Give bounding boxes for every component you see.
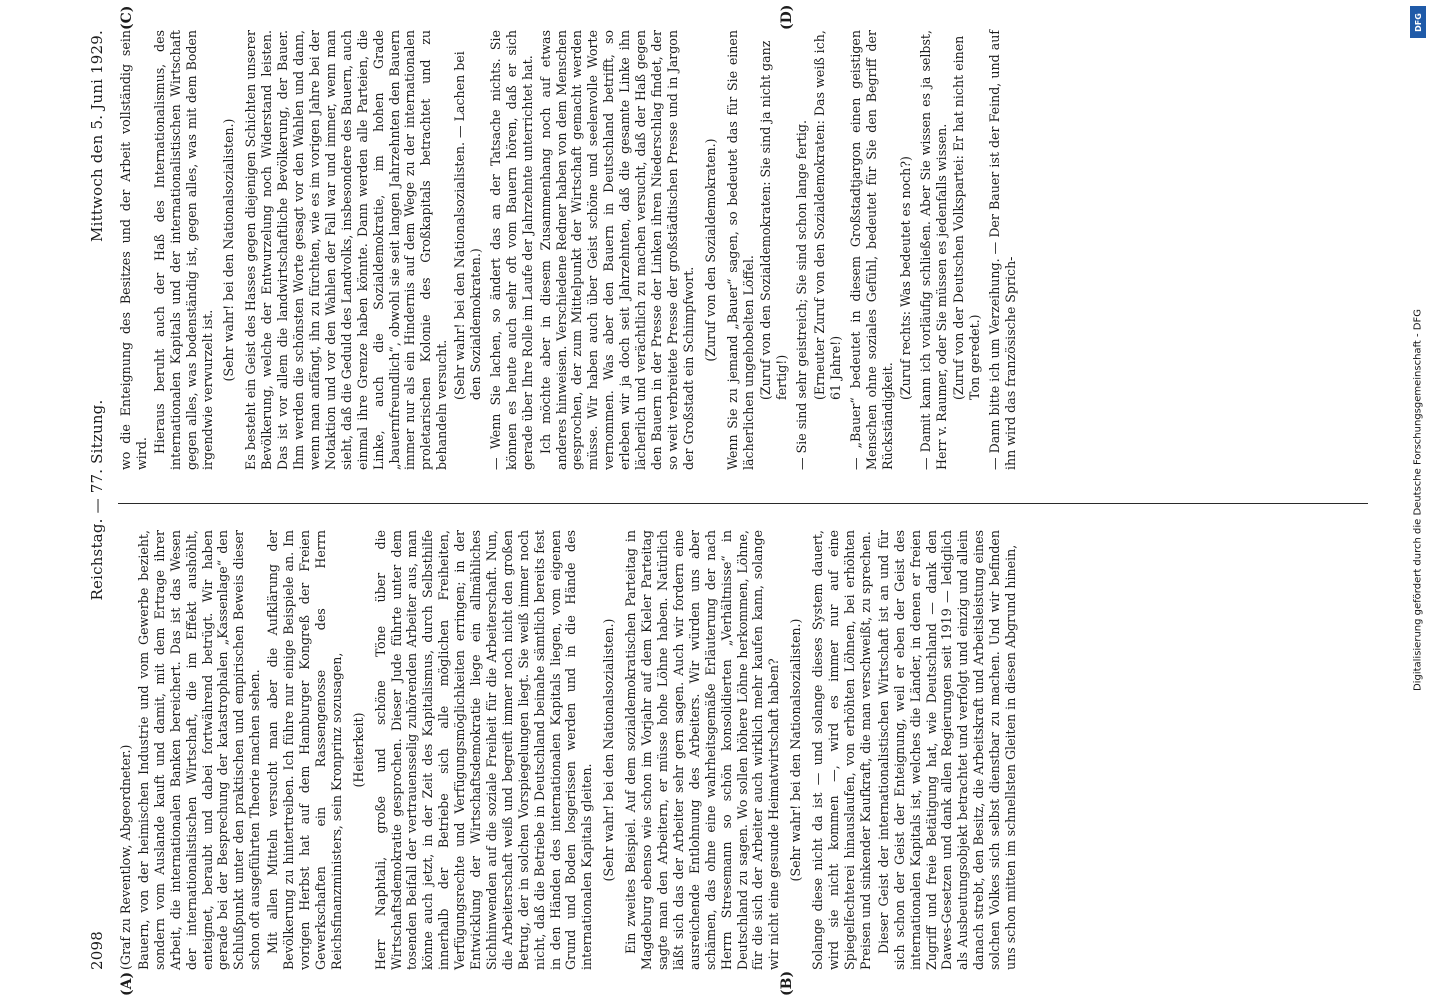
dfg-logo-label: DFG <box>1413 12 1423 32</box>
interjection: (Zuruf von den Sozialdemokraten: Sie sind ja nicht ganz fertig!) <box>758 40 790 400</box>
paragraph: Herr Naphtali, große und schöne Töne über die Wirtschaftsdemokratie gesprochen. Dieser Jude führte unter dem tosenden Beifall der vertrauensselig zuhörenden Arbeiter aus, man könne auch jetzt, in der Zeit des Kapitalismus, durch Selbsthilfe innerhalb der Betriebe sich alle möglichen Freiheiten, Verfügungsrechte und Verfügungsmöglichkeiten erringen; in der Entwicklung der Wirtschaftsdemokratie liege ein allmähliches Sichhinwenden auf die soziale Freiheit für die Arbeiterschaft. Nun, die Arbeiterschaft weiß und begreift immer noch nicht den großen Betrug, der in solchen Vorspiegelungen liegt. Sie weiß immer noch nicht, daß die Betriebe in Deutschland beinahe sämtlich bereits fest in den Händen des internationalen Kapitals liegen, vom eigenen Grund und Boden losgerissen werden und in die Hände des internationalen Kapitals gleiten. <box>372 530 595 970</box>
margin-mark-c: (C) <box>119 5 135 30</box>
digitization-sidebar <box>1410 10 1426 990</box>
interjection: (Erneuter Zuruf von den Sozialdemokraten: Das weiß ich, 61 Jahre!) <box>812 30 844 400</box>
interjection: (Sehr wahr! bei den Nationalsozialisten. — Lachen bei den Sozialdemokraten.) <box>452 51 484 400</box>
paragraph: Hieraus beruht auch der Haß des Internationalismus, des internationalen Kapitals und der internationalistischen Wirtschaft gegen alles, was bodenständig ist, gegen alles, was mit dem Boden irgendwie verwurzelt ist. <box>151 30 215 470</box>
interjection: (Sehr wahr! bei den Nationalsozialisten.) <box>221 118 237 382</box>
paragraph: Dieser Geist der internationalistischen Wirtschaft ist an und für sich schon der Geist der Enteignung, weil er eben der Geist des internationalen Kapitals ist, welches die Länder, in denen er freien Zugriff und freie Betätigung hat, wie Deutschland — dank den Dawes-Gesetzen und dank allen Regierungen seit 1919 — lediglich als Ausbeutungsobjekt betrachtet und verfolgt und einzig und allein danach strebt, den Besitz, die Arbeitskraft und Arbeitsleistung eines solchen Volkes sich selbst dienstbar zu machen. Und wir befinden uns schon mitten im schnellsten Gleiten in diesen Abgrund hinein, <box>875 530 1019 970</box>
paragraph: Es besteht ein Geist des Hasses gegen diejenigen Schichten unserer Bevölkerung, welche der Entwurzelung noch Widerstand leisten. Das ist vor allem die landwirtschaftliche Bevölkerung, der Bauer. Ihm werden die schönsten Worte gesagt vor den Wahlen und dann, wenn man anfängt, ihn zu fürchten, wie es im vorigen Jahre bei der Notaktion und vor den Wahlen der Fall war und immer, wenn man sieht, daß die Geduld des Landvolks, insbesondere des Bauern, auch einmal ihre Grenze haben könnte. Dann werden alle Parteien, die Linke, auch die Sozialdemokratie, im hohen Grade „bauernfreundlich“, obwohl sie seit langen Jahrzehnten den Bauern immer nur als ein Hindernis auf dem Wege zu der internationalen proletarischen Kolonie des Großkapitals betrachtet und zu behandeln versucht. <box>243 30 450 470</box>
session-title: Reichstag. — 77. Sitzung. <box>88 399 106 601</box>
interjection: (Heiterkeit) <box>350 712 366 788</box>
paragraph: — Dann bitte ich um Verzeihung. — Der Bauer ist der Feind, und auf ihn wird das französische Sprich- <box>987 30 1019 470</box>
margin-mark-d: (D) <box>779 4 795 30</box>
column-divider <box>118 503 1368 504</box>
paragraph: — „Bauer“ bedeutet in diesem Großstadtjargon einen geistigen Menschen ohne soziales Gefühl, bedeutet für Sie den Begriff der Rückständigkeit. <box>847 30 895 470</box>
paragraph: wo die Enteignung des Besitzes und der Arbeit vollständig sein wird. <box>118 30 149 470</box>
paragraph: (Graf zu Reventlow, Abgeordneter.) <box>118 744 133 970</box>
paragraph: Solange diese nicht da ist — und solange dieses System dauert, wird sie nicht kommen —, wird es immer nur auf eine Spiegelfechterei hinauslaufen, von erhöhten Löhnen, bei erhöhten Preisen und sinkender Kaufkraft, die man verschweißt, zu sprechen. <box>810 530 873 970</box>
paragraph: Bauern, von der heimischen Industrie und vom Gewerbe bezieht, sondern vom Auslande kauft und damit, mit dem Ertrage ihrer Arbeit, die internationalen Banken bereichert. Das ist das Wesen der internationalistischen Wirtschaft, die im Effekt aushöhlt, enteignet, beraubt und dabei fortwährend betrügt. Wir haben gerade bei der Besprechung der katastrophalen „Kassenlage“ den Schlußpunkt unter den praktischen und empirischen Beweis dieser schon oft ausgeführten Theorie machen sehen. <box>135 530 263 970</box>
document-page <box>80 0 1390 1000</box>
interjection: (Zuruf von den Sozialdemokraten.) <box>702 138 718 362</box>
dfg-logo-icon <box>1410 6 1426 38</box>
page-header <box>90 30 112 970</box>
paragraph: — Sie sind sehr geistreich; Sie sind schon lange fertig. <box>794 120 810 470</box>
left-text-column <box>118 530 1021 970</box>
interjection: (Zuruf rechts: Was bedeutet es noch?) <box>897 156 913 400</box>
margin-mark-b: (B) <box>779 970 795 996</box>
session-date: Mittwoch den 5. Juni 1929. <box>88 30 106 242</box>
interjection: (Zuruf von der Deutschen Volkspartei: Er hat nicht einen Ton geredet.) <box>951 35 983 400</box>
paragraph: — Damit kann ich vorläufig schließen. Aber Sie wissen es ja selbst, Herr v. Raumer, oder Sie müssen es jedenfalls wissen. <box>917 30 949 470</box>
margin-mark-a: (A) <box>119 971 135 996</box>
interjection: (Sehr wahr! bei den Nationalsozialisten.) <box>788 618 804 882</box>
paragraph: Ich möchte aber in diesem Zusammenhang noch auf etwas anderes hinweisen. Verschiedene Redner haben von dem Menschen gesprochen, der zum Mittelpunkt der Wirtschaft gemacht werden müsse. Wir haben auch über Geist schöne und seelenvolle Worte vernommen. Was aber den Bauern in Deutschland betrifft, so erleben wir ja doch seit Jahrzehnten, daß die gesamte Linke ihn lächerlich und verächtlich zu machen versucht, daß der Haß gegen den Bauern in der Presse der Linken ihren Niederschlag findet, der so weit verbreitete Presse der großstädtischen Presse und in Jargon der Großstadt ein Schimpfwort. <box>537 30 696 470</box>
paragraph: Ein zweites Beispiel. Auf dem sozialdemokratischen Parteitag in Magdeburg ebenso wie schon im Vorjahr auf dem Kieler Parteitag sagte man den Arbeitern, er müsse hohe Löhne haben. Natürlich läßt sich das der Arbeiter sehr gern sagen. Auch wir fordern eine ausreichende Entlohnung des Arbeiters. Wir würden uns aber schämen, das ohne eine wahrheitsgemäße Erläuterung der nach Herrn Stresemann so schön konsolidierten „Verhältnisse“ in Deutschland zu sagen. Wo sollen höhere Löhne herkommen, Löhne, für die sich der Arbeiter auch wirklich mehr kaufen kann, solange wir nicht eine gesunde Heimatwirtschaft haben? <box>623 530 782 970</box>
paragraph: Wenn Sie zu jemand „Bauer“ sagen, so bedeutet das für Sie einen lächerlichen ungehobelten Löffel. <box>724 30 756 470</box>
paragraph: — Wenn Sie lachen, so ändert das an der Tatsache nichts. Sie können es heute auch sehr oft vom Bauern hören, daß er sich gerade über Ihre Rolle im Laufe der Jahrzehnte unterrichtet hat. <box>487 30 535 470</box>
digitization-credit: Digitalisierung gefördert durch die Deutsche Forschungsgemeinschaft - DFG <box>1412 309 1424 692</box>
interjection: (Sehr wahr! bei den Nationalsozialisten.) <box>601 618 617 882</box>
page-number: 2098 <box>88 931 106 970</box>
right-text-column <box>118 30 1021 470</box>
paragraph: Mit allen Mitteln versucht man aber die Aufklärung der Bevölkerung zu hintertreiben. Ich führe nur einige Beispiele an. Im vorigen Herbst hat auf dem Hamburger Kongreß der Freien Gewerkschaften ein Rassengenosse des Herrn Reichsfinanzministers, sein Kronprinz sozusagen, <box>265 530 344 970</box>
